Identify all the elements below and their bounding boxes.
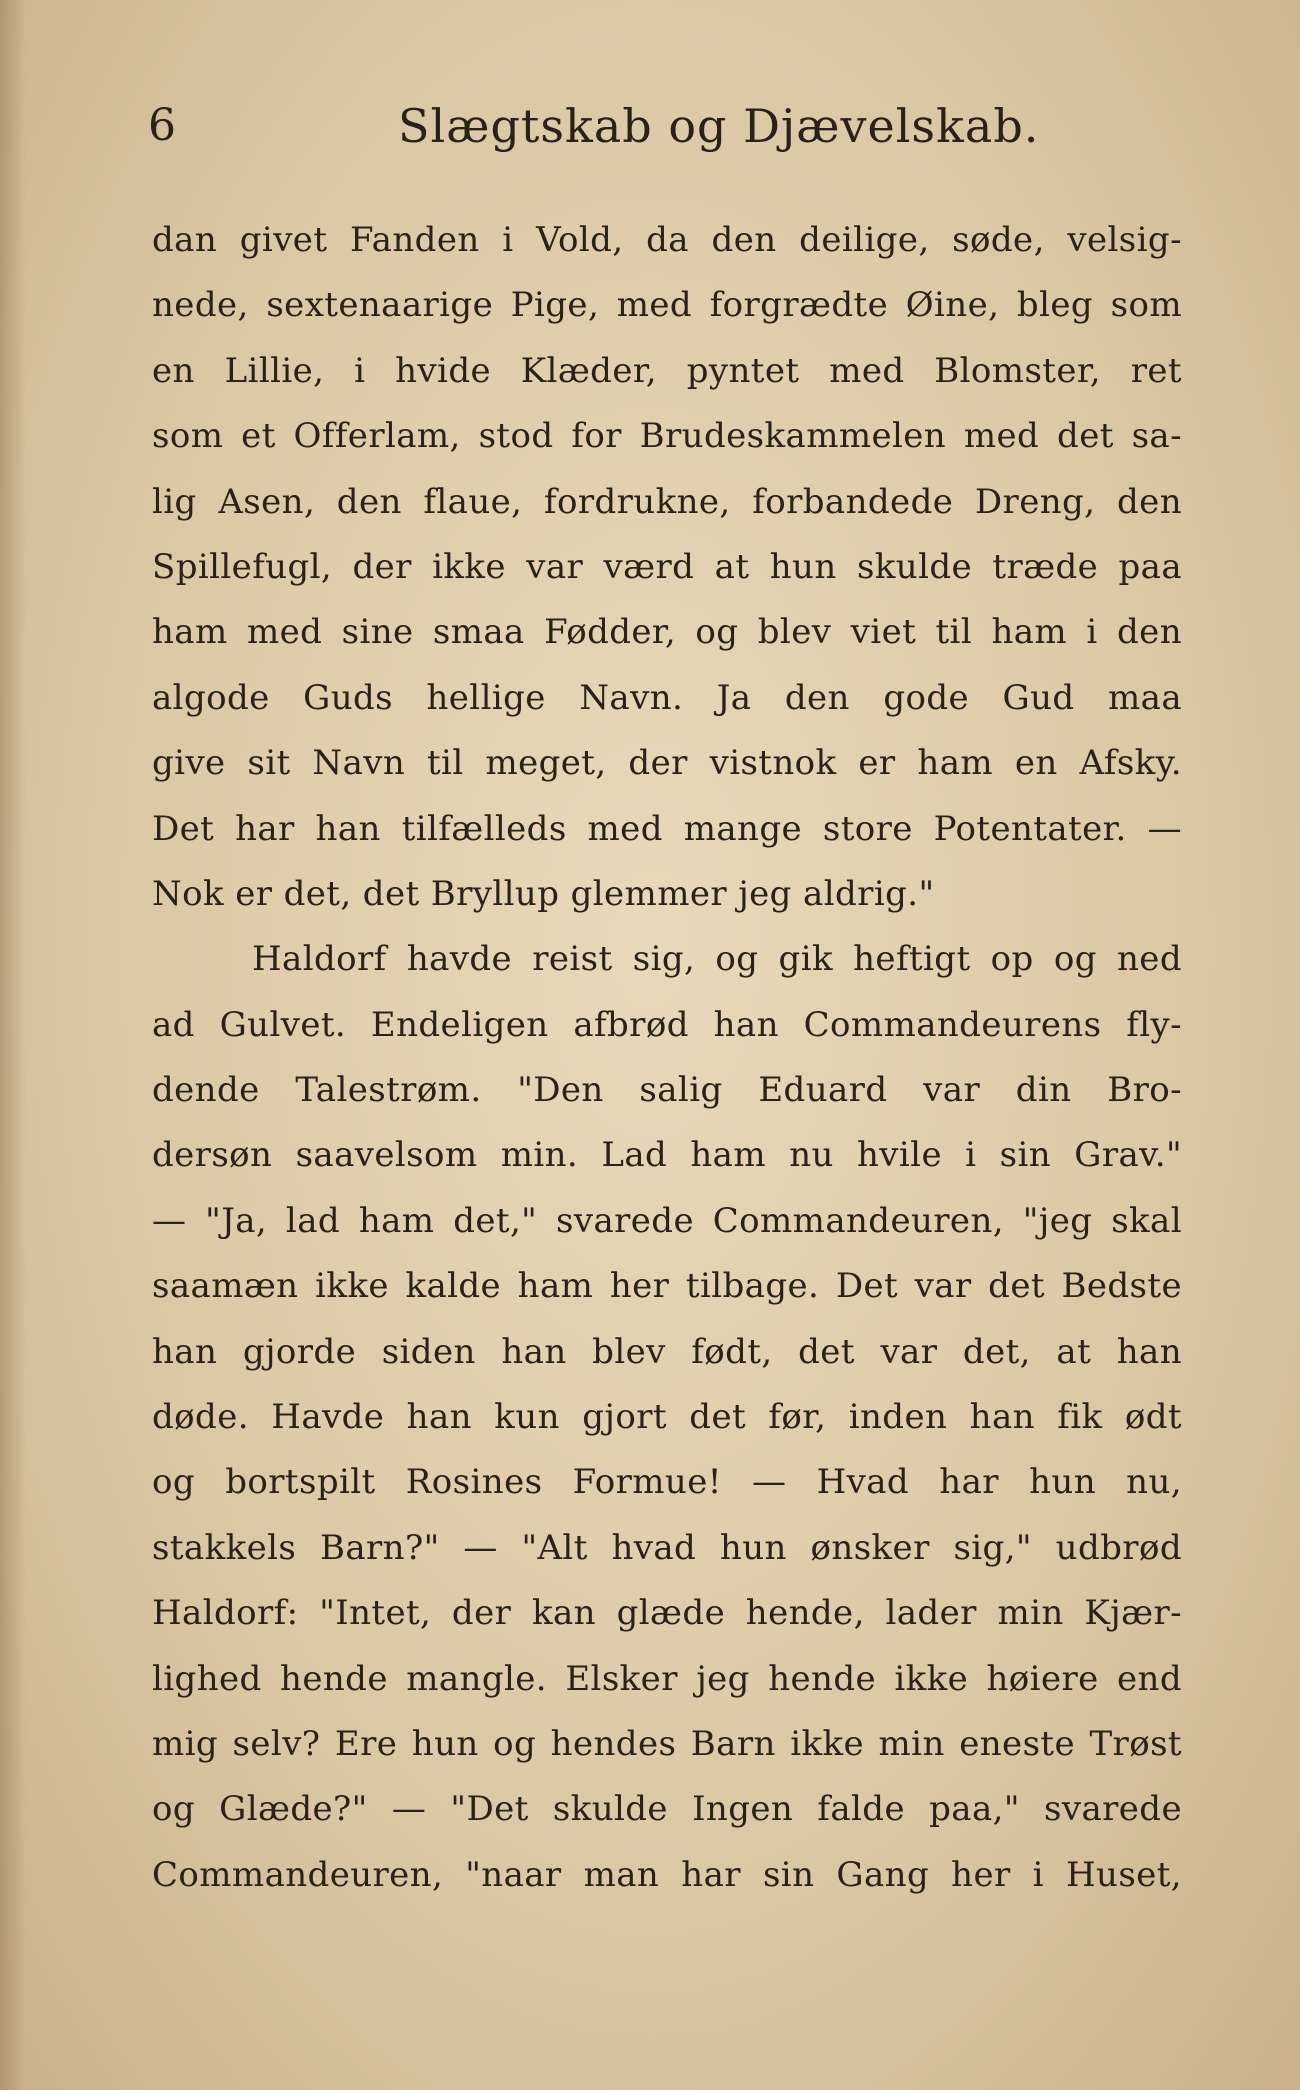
text-line: dersøn saavelsom min. Lad ham nu hvile i sin Grav." <box>152 1135 1182 1176</box>
text-line: ham med sine smaa Fødder, og blev viet til ham i den <box>152 612 1182 653</box>
text-line: lig Asen, den flaue, fordrukne, forbandede Dreng, den <box>152 481 1182 522</box>
text-line: Det har han tilfælleds med mange store Potentater. — <box>152 808 1182 849</box>
text-line: Spillefugl, der ikke var værd at hun skulde træde paa <box>152 546 1182 587</box>
body-text <box>152 208 1182 1908</box>
text-line: lighed hende mangle. Elsker jeg hende ikke høiere end <box>152 1658 1182 1699</box>
text-line: — "Ja, lad ham det," svarede Commandeuren, "jeg skal <box>152 1200 1182 1241</box>
text-line: Commandeuren, "naar man har sin Gang her i Huset, <box>152 1854 1182 1895</box>
text-line: dan givet Fanden i Vold, da den deilige, søde, velsig- <box>152 220 1182 260</box>
text-line: han gjorde siden han blev født, det var det, at han <box>152 1331 1182 1372</box>
page-edge-shadow <box>0 0 26 2090</box>
text-line: give sit Navn til meget, der vistnok er ham en Afsky. <box>152 743 1182 784</box>
text-line: en Lillie, i hvide Klæder, pyntet med Blomster, ret <box>152 350 1182 391</box>
running-title: Slægtskab og Djævelskab. <box>398 99 1040 153</box>
text-line: Haldorf havde reist sig, og gik heftigt op og ned <box>252 939 1182 980</box>
page-number: 6 <box>148 100 176 151</box>
text-line: som et Offerlam, stod for Brudeskammelen med det sa- <box>152 416 1182 457</box>
text-line: saamæn ikke kalde ham her tilbage. Det var det Bedste <box>152 1266 1182 1307</box>
text-line: stakkels Barn?" — "Alt hvad hun ønsker sig," udbrød <box>152 1527 1182 1568</box>
text-line: nede, sextenaarige Pige, med forgrædte Øine, bleg som <box>152 285 1182 326</box>
text-line: mig selv? Ere hun og hendes Barn ikke min eneste Trøst <box>152 1723 1182 1764</box>
text-line: og Glæde?" — "Det skulde Ingen falde paa," svarede <box>152 1789 1182 1830</box>
text-line: Nok er det, det Bryllup glemmer jeg aldrig." <box>152 873 935 914</box>
text-line: og bortspilt Rosines Formue! — Hvad har hun nu, <box>152 1462 1182 1503</box>
running-header <box>148 96 1178 156</box>
text-line: døde. Havde han kun gjort det før, inden han fik ødt <box>152 1397 1182 1438</box>
text-line: ad Gulvet. Endeligen afbrød han Commandeurens fly- <box>152 1004 1182 1045</box>
text-line: dende Talestrøm. "Den salig Eduard var din Bro- <box>152 1070 1182 1111</box>
text-line: Haldorf: "Intet, der kan glæde hende, lader min Kjær- <box>152 1593 1182 1634</box>
text-line: algode Guds hellige Navn. Ja den gode Gud maa <box>152 677 1182 718</box>
